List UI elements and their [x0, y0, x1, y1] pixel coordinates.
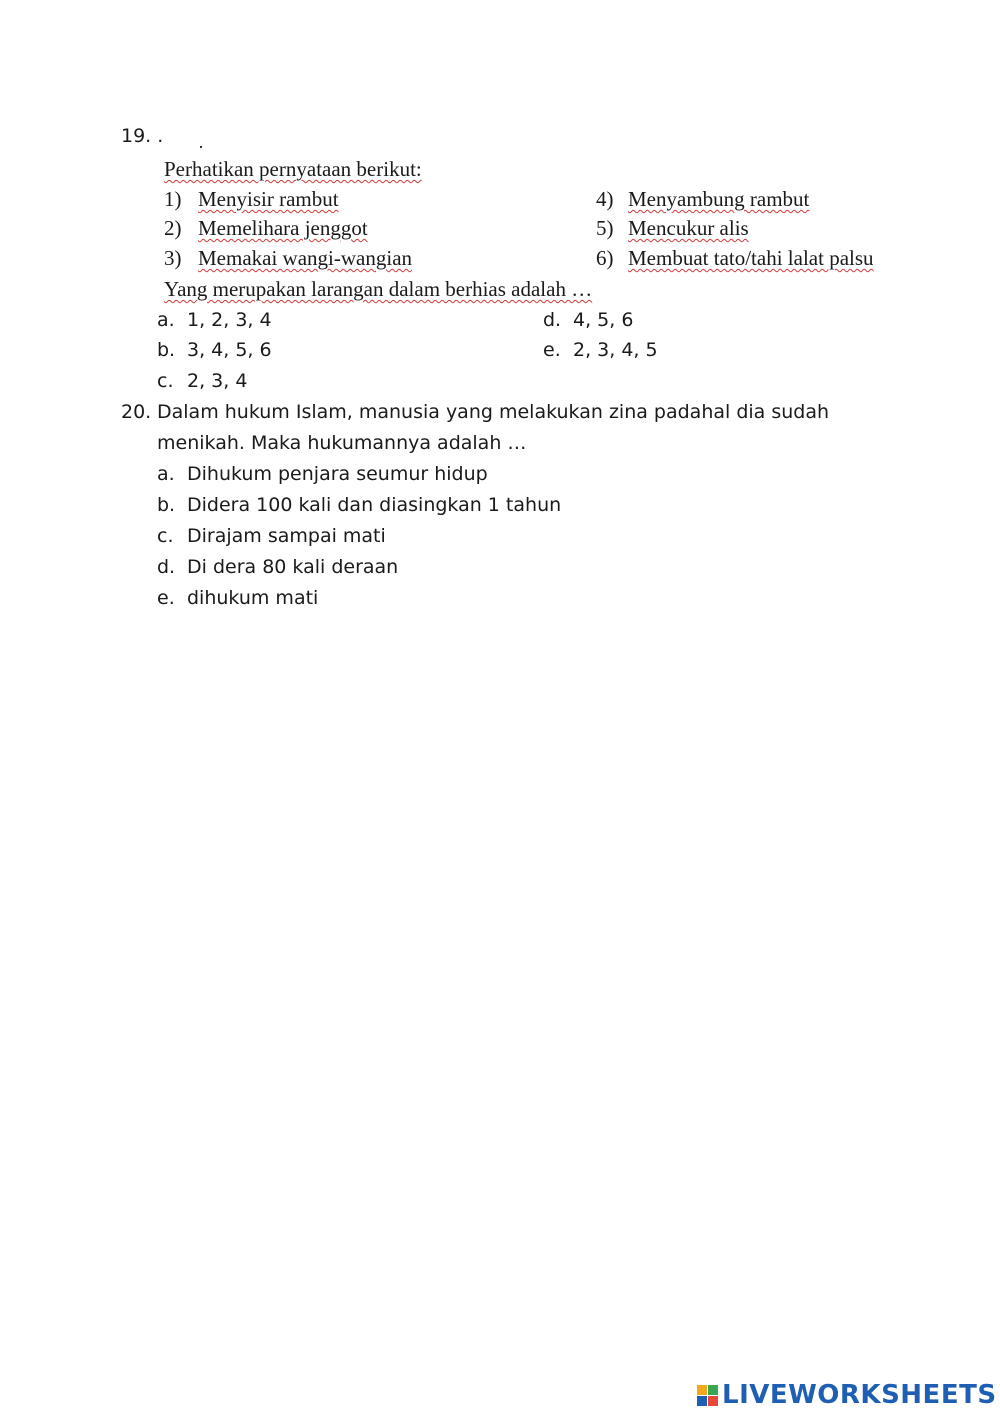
- option-text: dihukum mati: [187, 587, 319, 609]
- q19-item-num: 6): [596, 246, 614, 270]
- q19-item-text: Memelihara jenggot: [198, 216, 368, 240]
- option-text: 2, 3, 4, 5: [573, 339, 658, 361]
- q20-question-line1: Dalam hukum Islam, manusia yang melakukan zina padahal dia sudah: [157, 401, 830, 423]
- option-letter: c.: [157, 525, 174, 547]
- q19-item-num: 4): [596, 187, 614, 211]
- option-letter: d.: [157, 556, 176, 578]
- logo-tile: [708, 1396, 718, 1406]
- q19-prompt: Yang merupakan larangan dalam berhias adalah …: [164, 277, 593, 301]
- logo-tile: [708, 1385, 718, 1395]
- option-text: 4, 5, 6: [573, 309, 634, 331]
- option-letter: d.: [543, 309, 562, 331]
- liveworksheets-logo[interactable]: [697, 1380, 997, 1410]
- logo-tile: [697, 1385, 707, 1395]
- q19-item-text: Menyisir rambut: [198, 187, 339, 211]
- option-text: Didera 100 kali dan diasingkan 1 tahun: [187, 494, 562, 516]
- q19-number: 19. .: [121, 125, 164, 147]
- q19-item-num: 2): [164, 216, 182, 240]
- option-letter: a.: [157, 309, 175, 331]
- logo-text: LIVEWORKSHEETS: [722, 1380, 997, 1410]
- option-text: Di dera 80 kali deraan: [187, 556, 399, 578]
- option-text: 1, 2, 3, 4: [187, 309, 272, 331]
- logo-grid-icon: [697, 1385, 718, 1406]
- option-letter: a.: [157, 463, 175, 485]
- q19-item-text: Memakai wangi-wangian: [198, 246, 413, 270]
- option-letter: c.: [157, 370, 174, 392]
- option-text: Dirajam sampai mati: [187, 525, 386, 547]
- option-letter: b.: [157, 494, 176, 516]
- q19-item-num: 5): [596, 216, 614, 240]
- q19-item-text: Mencukur alis: [628, 216, 749, 240]
- option-text: 2, 3, 4: [187, 370, 248, 392]
- q19-item-text: Membuat tato/tahi lalat palsu: [628, 246, 874, 270]
- scan-dot: [200, 146, 202, 148]
- option-letter: e.: [157, 587, 175, 609]
- q20-number: 20.: [121, 401, 152, 423]
- q20-question-line2: menikah. Maka hukumannya adalah …: [157, 432, 527, 454]
- logo-tile: [697, 1396, 707, 1406]
- q19-item-num: 3): [164, 246, 182, 270]
- q19-item-num: 1): [164, 187, 182, 211]
- option-letter: e.: [543, 339, 561, 361]
- option-text: 3, 4, 5, 6: [187, 339, 272, 361]
- option-text: Dihukum penjara seumur hidup: [187, 463, 488, 485]
- q19-intro: Perhatikan pernyataan berikut:: [164, 157, 422, 181]
- q19-item-text: Menyambung rambut: [628, 187, 810, 211]
- option-letter: b.: [157, 339, 176, 361]
